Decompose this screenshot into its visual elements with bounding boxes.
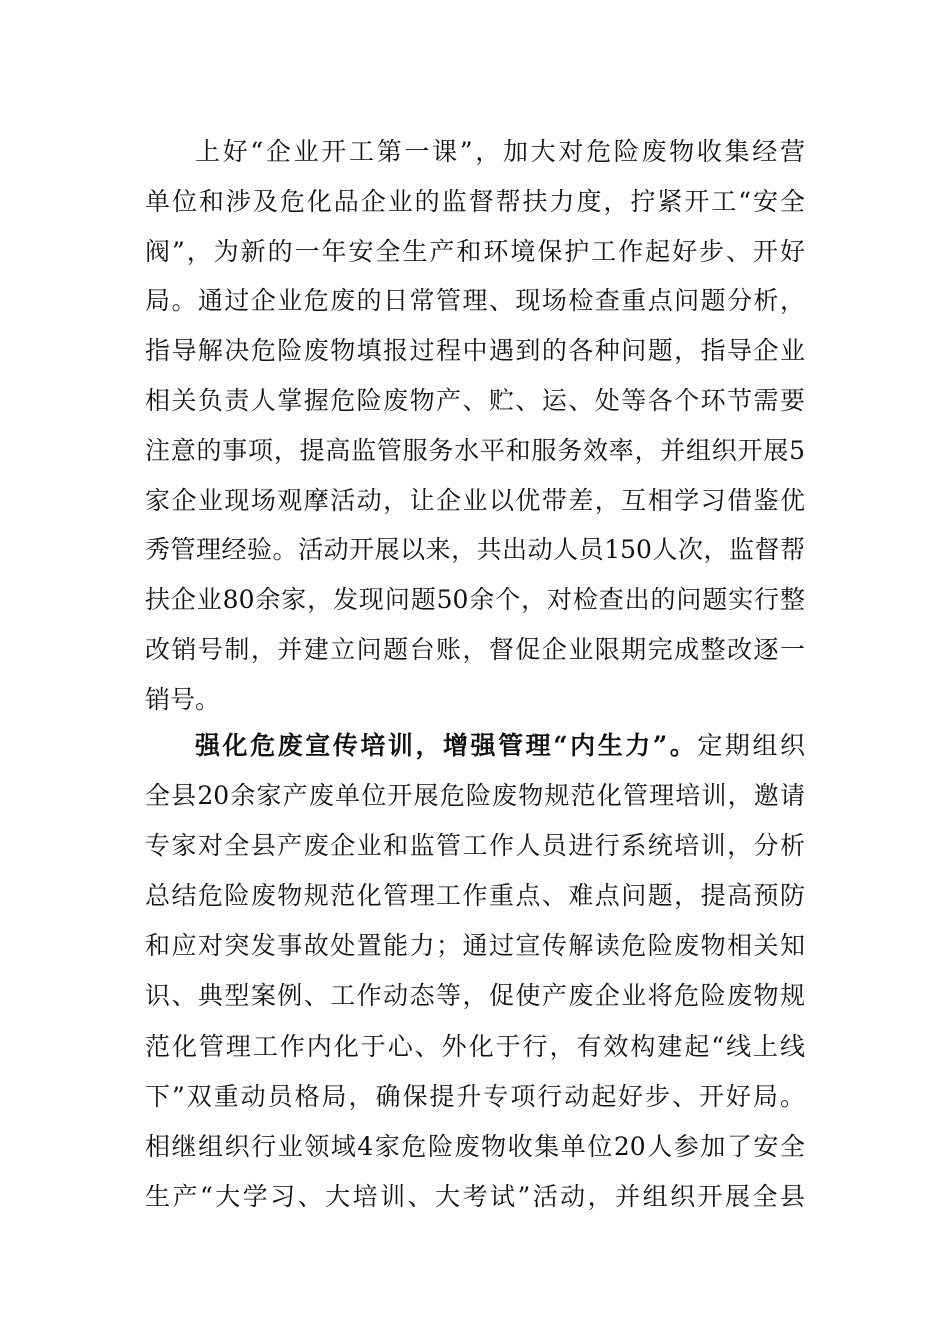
text-line: 范化管理工作内化于心、外化于行，有效构建起“线上线 (145, 1031, 805, 1061)
paragraph-heading: 强化危废宣传培训，增强管理“内生力”。 (195, 731, 698, 760)
text-line: 全县20余家产废单位开展危险废物规范化管理培训，邀请 (145, 781, 805, 810)
paragraph-2-line-1 (195, 726, 805, 766)
text-line: 专家对全县产废企业和监管工作人员进行系统培训，分析 (145, 831, 805, 861)
text-line: 单位和涉及危化品企业的监督帮扶力度，拧紧开工“安全 (145, 186, 805, 216)
text-line: 相继组织行业领域4家危险废物收集单位20人参加了安全 (145, 1131, 805, 1161)
paragraph-text: 定期组织 (697, 731, 805, 760)
text-line: 扶企业80余家，发现问题50余个，对检查出的问题实行整 (145, 585, 805, 615)
text-line: 指导解决危险废物填报过程中遇到的各种问题，指导企业 (145, 336, 805, 366)
text-line: 家企业现场观摩活动，让企业以优带差，互相学习借鉴优 (145, 485, 805, 515)
text-line: 阀”，为新的一年安全生产和环境保护工作起好步、开好 (145, 236, 805, 266)
text-line: 秀管理经验。活动开展以来，共出动人员150人次，监督帮 (145, 535, 805, 565)
text-line: 下”双重动员格局，确保提升专项行动起好步、开好局。 (145, 1081, 805, 1111)
text-line: 相关负责人掌握危险废物产、贮、运、处等各个环节需要 (145, 386, 805, 415)
text-line: 销号。 (145, 684, 221, 714)
text-line: 注意的事项，提高监管服务水平和服务效率，并组织开展5 (145, 435, 805, 465)
text-line: 改销号制，并建立问题台账，督促企业限期完成整改逐一 (145, 635, 805, 664)
text-line: 生产“大学习、大培训、大考试”活动，并组织开展全县 (145, 1181, 805, 1211)
text-line: 局。通过企业危废的日常管理、现场检查重点问题分析， (145, 286, 805, 316)
text-line: 上好“企业开工第一课”，加大对危险废物收集经营 (195, 137, 805, 166)
text-line: 总结危险废物规范化管理工作重点、难点问题，提高预防 (145, 881, 805, 911)
text-line: 和应对突发事故处置能力；通过宣传解读危险废物相关知 (145, 931, 805, 961)
text-line: 识、典型案例、工作动态等，促使产废企业将危险废物规 (145, 981, 805, 1011)
